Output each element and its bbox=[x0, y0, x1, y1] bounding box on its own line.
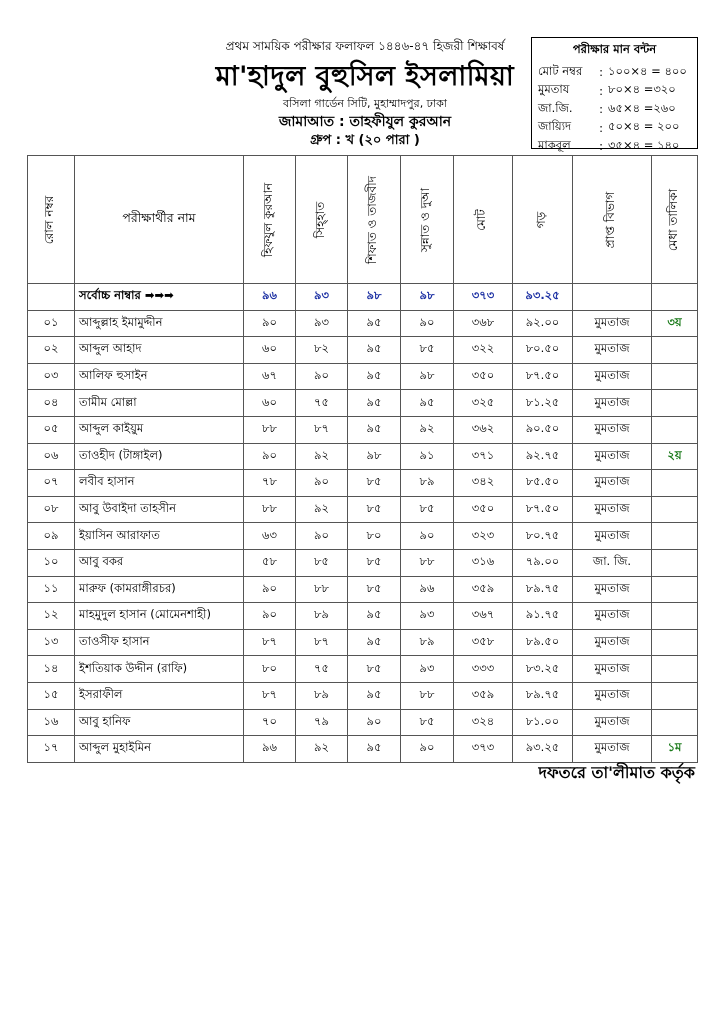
cell-roll: ০৪ bbox=[28, 390, 75, 417]
cell-avg: ৯৩.২৫ bbox=[513, 736, 573, 763]
cell-s1: ৫৮ bbox=[244, 549, 296, 576]
cell-s1: ৮৮ bbox=[244, 496, 296, 523]
cell-merit bbox=[652, 682, 698, 709]
cell-s4: ৯১ bbox=[401, 443, 454, 470]
cell-s2: ৮৯ bbox=[296, 603, 348, 630]
grading-value: ৩৫×৪ = ১৪০ bbox=[608, 137, 680, 152]
cell-s1: ৭০ bbox=[244, 709, 296, 736]
cell-s1: ৯০ bbox=[244, 576, 296, 603]
cell-s4: ৮৫ bbox=[401, 337, 454, 364]
grading-title: পরীক্ষার মান বন্টন bbox=[572, 42, 657, 56]
cell-merit bbox=[652, 523, 698, 550]
cell-s1: ৮৭ bbox=[244, 682, 296, 709]
cell-roll: ১২ bbox=[28, 603, 75, 630]
result-table bbox=[27, 155, 698, 763]
cell-s4: ৮৮ bbox=[401, 549, 454, 576]
table-row bbox=[28, 682, 698, 709]
table-header-row bbox=[28, 156, 698, 284]
cell-division: মুমতাজ bbox=[573, 363, 652, 390]
cell-total: ৩৩৩ bbox=[454, 656, 513, 683]
cell-division: মুমতাজ bbox=[573, 390, 652, 417]
table-cell: ৯৬ bbox=[244, 284, 296, 311]
grading-label: জা.জি. bbox=[538, 100, 573, 115]
cell-division: মুমতাজ bbox=[573, 576, 652, 603]
cell-avg: ৯১.৭৫ bbox=[513, 603, 573, 630]
col-division: প্রাপ্ত বিভাগ bbox=[573, 156, 652, 284]
cell-s4: ৮৮ bbox=[401, 682, 454, 709]
cell-avg: ৮৭.৫০ bbox=[513, 363, 573, 390]
cell-s4: ৯৬ bbox=[401, 576, 454, 603]
cell-division: মুমতাজ bbox=[573, 416, 652, 443]
grading-sep: : bbox=[599, 65, 603, 80]
cell-s2: ৯২ bbox=[296, 443, 348, 470]
grading-value: ১০০×৪ = ৪০০ bbox=[608, 63, 687, 78]
cell-total: ৩৫০ bbox=[454, 496, 513, 523]
cell-s1: ৯০ bbox=[244, 443, 296, 470]
cell-division: মুমতাজ bbox=[573, 337, 652, 364]
table-row bbox=[28, 576, 698, 603]
cell-s4: ৯৩ bbox=[401, 603, 454, 630]
cell-avg: ৮১.০০ bbox=[513, 709, 573, 736]
cell-s3: ৯৫ bbox=[348, 603, 401, 630]
cell-s2: ৯৩ bbox=[296, 310, 348, 337]
cell-total: ৩৪২ bbox=[454, 470, 513, 497]
table-row bbox=[28, 496, 698, 523]
col-sifat: শিফাত ও তাজবীদ bbox=[348, 156, 401, 284]
cell-s1: ৯০ bbox=[244, 603, 296, 630]
cell-roll: ০৭ bbox=[28, 470, 75, 497]
grading-box bbox=[531, 37, 698, 154]
cell-total: ৩৫৮ bbox=[454, 629, 513, 656]
cell-merit bbox=[652, 496, 698, 523]
cell-division: মুমতাজ bbox=[573, 443, 652, 470]
cell-division: মুমতাজ bbox=[573, 709, 652, 736]
cell-avg: ৯২.০০ bbox=[513, 310, 573, 337]
cell-s2: ৯০ bbox=[296, 363, 348, 390]
cell-avg: ৮৯.৭৫ bbox=[513, 576, 573, 603]
table-row bbox=[28, 416, 698, 443]
cell-s3: ৮৫ bbox=[348, 549, 401, 576]
cell-avg: ৮০.৫০ bbox=[513, 337, 573, 364]
cell-merit: ৩য় bbox=[652, 310, 698, 337]
cell-s4: ৯০ bbox=[401, 523, 454, 550]
table-row bbox=[28, 629, 698, 656]
cell-s2: ৮৫ bbox=[296, 549, 348, 576]
cell-merit bbox=[652, 470, 698, 497]
cell-s4: ৮৯ bbox=[401, 470, 454, 497]
cell-roll: ০২ bbox=[28, 337, 75, 364]
col-sihhat: সিহ্হাত bbox=[296, 156, 348, 284]
cell-name: আব্দুল্লাহ ইমামুদ্দীন bbox=[75, 310, 244, 337]
cell-s1: ৮০ bbox=[244, 656, 296, 683]
cell-s2: ৯২ bbox=[296, 496, 348, 523]
col-sunnat: সুন্নাত ও দুআ bbox=[401, 156, 454, 284]
institution-title: মা'হাদুল বুহুসিল ইসলামিয়া bbox=[215, 61, 515, 92]
table-cell: ৯৩ bbox=[296, 284, 348, 311]
cell-s2: ৯০ bbox=[296, 523, 348, 550]
cell-roll: ১০ bbox=[28, 549, 75, 576]
cell-s3: ৯৫ bbox=[348, 682, 401, 709]
cell-s2: ৮২ bbox=[296, 337, 348, 364]
cell-merit bbox=[652, 656, 698, 683]
table-row bbox=[28, 470, 698, 497]
cell-s2: ৮৯ bbox=[296, 682, 348, 709]
cell-roll: ০৫ bbox=[28, 416, 75, 443]
cell-avg: ৮৯.৭৫ bbox=[513, 682, 573, 709]
cell-name: আব্দুল মুহাইমিন bbox=[75, 736, 244, 763]
cell-avg: ৯২.৭৫ bbox=[513, 443, 573, 470]
cell-merit bbox=[652, 337, 698, 364]
cell-total: ৩৫০ bbox=[454, 363, 513, 390]
cell-merit: ১ম bbox=[652, 736, 698, 763]
cell-s3: ৯৫ bbox=[348, 310, 401, 337]
table-row bbox=[28, 656, 698, 683]
cell-division: মুমতাজ bbox=[573, 496, 652, 523]
grading-sep: : bbox=[599, 102, 603, 117]
cell-division: মুমতাজ bbox=[573, 736, 652, 763]
cell-s4: ৯০ bbox=[401, 310, 454, 337]
grading-label: মুমতায bbox=[538, 82, 570, 97]
cell-s1: ৯০ bbox=[244, 310, 296, 337]
table-row bbox=[28, 709, 698, 736]
cell-division: মুমতাজ bbox=[573, 629, 652, 656]
grading-sep: : bbox=[599, 139, 603, 154]
cell-name: মাহমুদুল হাসান (মোমেনশাহী) bbox=[75, 603, 244, 630]
table-cell: ৩৭৩ bbox=[454, 284, 513, 311]
grading-value: ৮০×৪ =৩২০ bbox=[608, 82, 676, 97]
cell-name: ইয়াসিন আরাফাত bbox=[75, 523, 244, 550]
cell-name: ইশতিয়াক উদ্দীন (রাফি) bbox=[75, 656, 244, 683]
cell-roll: ১৫ bbox=[28, 682, 75, 709]
cell-name: আবু বকর bbox=[75, 549, 244, 576]
cell-s2: ৮৭ bbox=[296, 416, 348, 443]
grading-value: ৫০×৪ = ২০০ bbox=[608, 119, 680, 134]
cell-s1: ৬০ bbox=[244, 390, 296, 417]
cell-division: মুমতাজ bbox=[573, 523, 652, 550]
cell-total: ৩২৩ bbox=[454, 523, 513, 550]
cell-s4: ৮৫ bbox=[401, 709, 454, 736]
cell-s4: ৯৫ bbox=[401, 390, 454, 417]
cell-name: আব্দুল কাইয়ুম bbox=[75, 416, 244, 443]
cell-total: ৩৫৯ bbox=[454, 682, 513, 709]
cell-merit bbox=[652, 549, 698, 576]
cell-total: ৩৬৭ bbox=[454, 603, 513, 630]
class-name: জামাআত : তাহফীযুল কুরআন bbox=[278, 114, 452, 130]
cell-name: মারুফ (কামরাঙ্গীরচর) bbox=[75, 576, 244, 603]
cell-s4: ৯০ bbox=[401, 736, 454, 763]
cell-s4: ৯৮ bbox=[401, 363, 454, 390]
highest-marks-label: সর্বোচ্চ নাম্বার ➡➡➡ bbox=[75, 284, 244, 311]
cell-name: আবু হানিফ bbox=[75, 709, 244, 736]
cell-merit bbox=[652, 363, 698, 390]
cell-s3: ৯৫ bbox=[348, 629, 401, 656]
cell-s4: ৯৩ bbox=[401, 656, 454, 683]
cell-s3: ৯৫ bbox=[348, 337, 401, 364]
cell-s1: ৬৭ bbox=[244, 363, 296, 390]
cell-avg: ৮৩.২৫ bbox=[513, 656, 573, 683]
grading-value: ৬৫×৪ =২৬০ bbox=[608, 100, 676, 115]
cell-avg: ৮০.৭৫ bbox=[513, 523, 573, 550]
table-row bbox=[28, 523, 698, 550]
cell-roll: ০৬ bbox=[28, 443, 75, 470]
cell-s3: ৯৮ bbox=[348, 443, 401, 470]
cell-avg: ৮৭.৫০ bbox=[513, 496, 573, 523]
table-cell bbox=[28, 284, 75, 311]
cell-s2: ৯০ bbox=[296, 470, 348, 497]
cell-merit bbox=[652, 416, 698, 443]
table-row bbox=[28, 549, 698, 576]
table-row bbox=[28, 310, 698, 337]
cell-s4: ৮৯ bbox=[401, 629, 454, 656]
cell-s1: ৭৮ bbox=[244, 470, 296, 497]
cell-s3: ৮০ bbox=[348, 523, 401, 550]
cell-s2: ৭৯ bbox=[296, 709, 348, 736]
cell-avg: ৯০.৫০ bbox=[513, 416, 573, 443]
cell-total: ৩৬৮ bbox=[454, 310, 513, 337]
grading-row bbox=[538, 137, 691, 156]
cell-s3: ৯০ bbox=[348, 709, 401, 736]
cell-merit bbox=[652, 709, 698, 736]
cell-merit bbox=[652, 603, 698, 630]
office-signature: দফতরে তা'লীমাত কর্তৃক bbox=[538, 763, 695, 782]
grading-sep: : bbox=[599, 120, 603, 135]
cell-s1: ৮৭ bbox=[244, 629, 296, 656]
cell-s4: ৮৫ bbox=[401, 496, 454, 523]
cell-total: ৩৭১ bbox=[454, 443, 513, 470]
grading-row bbox=[538, 63, 691, 82]
cell-division: মুমতাজ bbox=[573, 656, 652, 683]
cell-s1: ৬৩ bbox=[244, 523, 296, 550]
cell-total: ৩৭৩ bbox=[454, 736, 513, 763]
cell-s3: ৯৫ bbox=[348, 736, 401, 763]
cell-s3: ৯৫ bbox=[348, 363, 401, 390]
cell-s3: ৮৫ bbox=[348, 656, 401, 683]
cell-s2: ৯২ bbox=[296, 736, 348, 763]
cell-total: ৩২৪ bbox=[454, 709, 513, 736]
cell-merit bbox=[652, 576, 698, 603]
cell-roll: ০১ bbox=[28, 310, 75, 337]
group-name: গ্রুপ : খ (২০ পারা ) bbox=[310, 133, 420, 148]
grading-row bbox=[538, 82, 691, 101]
highest-marks-row bbox=[28, 284, 698, 311]
table-cell: ৯৩.২৫ bbox=[513, 284, 573, 311]
cell-s2: ৭৫ bbox=[296, 656, 348, 683]
cell-s1: ৯৬ bbox=[244, 736, 296, 763]
grading-label: মোট নম্বর bbox=[538, 63, 583, 78]
exam-subtitle: প্রথম সাময়িক পরীক্ষার ফলাফল ১৪৪৬-৪৭ হিজরী শিক্ষাবর্ষ bbox=[225, 39, 505, 53]
cell-division: মুমতাজ bbox=[573, 682, 652, 709]
table-cell bbox=[573, 284, 652, 311]
cell-division: জা. জি. bbox=[573, 549, 652, 576]
cell-s2: ৮৭ bbox=[296, 629, 348, 656]
cell-division: মুমতাজ bbox=[573, 470, 652, 497]
cell-roll: ১৩ bbox=[28, 629, 75, 656]
table-row bbox=[28, 337, 698, 364]
cell-total: ৩৬২ bbox=[454, 416, 513, 443]
table-row bbox=[28, 736, 698, 763]
cell-total: ৩২৫ bbox=[454, 390, 513, 417]
grading-label: মাকবূল bbox=[538, 137, 571, 152]
cell-roll: ১৬ bbox=[28, 709, 75, 736]
cell-total: ৩২২ bbox=[454, 337, 513, 364]
col-merit: মেধা তালিকা bbox=[652, 156, 698, 284]
cell-total: ৩৫৯ bbox=[454, 576, 513, 603]
grading-row bbox=[538, 100, 691, 119]
grading-sep: : bbox=[599, 83, 603, 98]
cell-avg: ৭৯.০০ bbox=[513, 549, 573, 576]
cell-roll: ০৩ bbox=[28, 363, 75, 390]
cell-roll: ১৭ bbox=[28, 736, 75, 763]
cell-name: আলিফ হুসাইন bbox=[75, 363, 244, 390]
grading-row bbox=[538, 119, 691, 138]
cell-name: আব্দুল আহাদ bbox=[75, 337, 244, 364]
cell-avg: ৮৯.৫০ bbox=[513, 629, 573, 656]
cell-roll: ০৯ bbox=[28, 523, 75, 550]
table-row bbox=[28, 603, 698, 630]
cell-s4: ৯২ bbox=[401, 416, 454, 443]
cell-s3: ৯৫ bbox=[348, 390, 401, 417]
col-hifz: হিফযুল কুরআন bbox=[244, 156, 296, 284]
cell-s3: ৮৫ bbox=[348, 470, 401, 497]
cell-merit: ২য় bbox=[652, 443, 698, 470]
col-total: মোট bbox=[454, 156, 513, 284]
table-cell: ৯৮ bbox=[401, 284, 454, 311]
cell-division: মুমতাজ bbox=[573, 603, 652, 630]
cell-total: ৩১৬ bbox=[454, 549, 513, 576]
cell-roll: ০৮ bbox=[28, 496, 75, 523]
grading-label: জায়্যিদ bbox=[538, 119, 572, 134]
cell-name: আবু উবাইদা তাহসীন bbox=[75, 496, 244, 523]
col-average: গড় bbox=[513, 156, 573, 284]
cell-name: তাওহীদ (টাঙ্গাইল) bbox=[75, 443, 244, 470]
col-roll: রোল নম্বর bbox=[28, 156, 75, 284]
cell-name: লবীব হাসান bbox=[75, 470, 244, 497]
cell-s3: ৮৫ bbox=[348, 496, 401, 523]
table-body bbox=[28, 284, 698, 763]
cell-name: তাওসীফ হাসান bbox=[75, 629, 244, 656]
col-name: পরীক্ষার্থীর নাম bbox=[75, 156, 244, 284]
cell-s3: ৯৫ bbox=[348, 416, 401, 443]
table-cell bbox=[652, 284, 698, 311]
table-row bbox=[28, 443, 698, 470]
cell-merit bbox=[652, 390, 698, 417]
cell-avg: ৮৫.৫০ bbox=[513, 470, 573, 497]
cell-s3: ৮৫ bbox=[348, 576, 401, 603]
cell-merit bbox=[652, 629, 698, 656]
cell-roll: ১১ bbox=[28, 576, 75, 603]
table-cell: ৯৮ bbox=[348, 284, 401, 311]
table-row bbox=[28, 390, 698, 417]
institution-address: বসিলা গার্ডেন সিটি, মুহাম্মাদপুর, ঢাকা bbox=[283, 97, 447, 110]
cell-s1: ৮৮ bbox=[244, 416, 296, 443]
cell-roll: ১৪ bbox=[28, 656, 75, 683]
cell-s1: ৬০ bbox=[244, 337, 296, 364]
cell-avg: ৮১.২৫ bbox=[513, 390, 573, 417]
cell-division: মুমতাজ bbox=[573, 310, 652, 337]
cell-s2: ৮৮ bbox=[296, 576, 348, 603]
cell-name: ইসরাফীল bbox=[75, 682, 244, 709]
cell-s2: ৭৫ bbox=[296, 390, 348, 417]
cell-name: তামীম মোল্লা bbox=[75, 390, 244, 417]
table-row bbox=[28, 363, 698, 390]
